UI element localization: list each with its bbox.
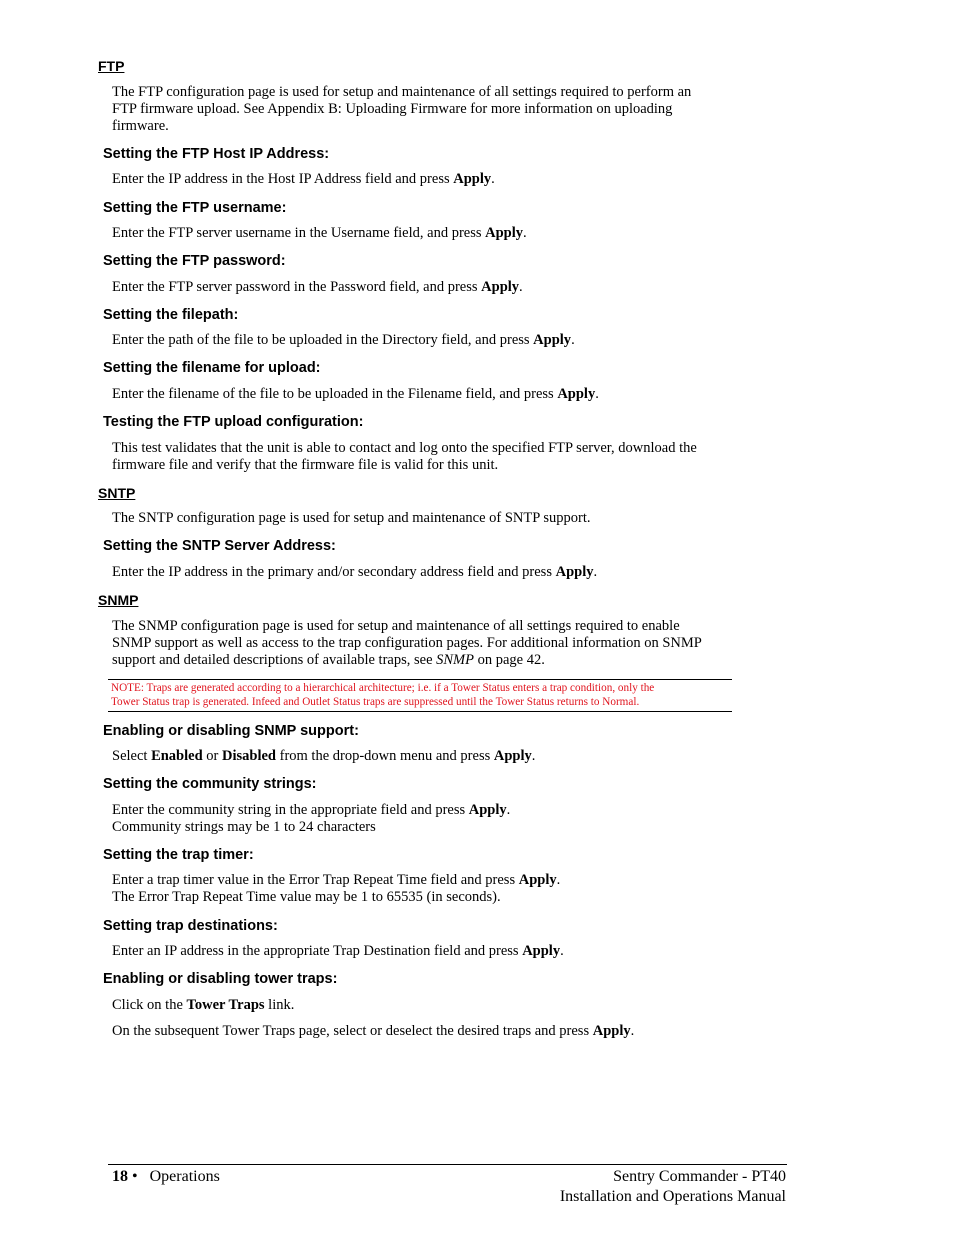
snmp-enable-title: Enabling or disabling SNMP support: <box>103 723 359 739</box>
snmp-intro: The SNMP configuration page is used for setup and maintenance of all settings required to enable SNMP support as well as access to the trap configuration pages. For additional information on SNMP support and detailed descriptions of available traps, see SNMP on page 42. <box>112 618 702 668</box>
ftp-filename-title: Setting the filename for upload: <box>103 360 321 376</box>
ftp-password-text: Enter the FTP server password in the Password field, and press Apply. <box>112 279 523 295</box>
footer-section: Operations <box>149 1168 220 1185</box>
ftp-username-text: Enter the FTP server username in the Username field, and press Apply. <box>112 225 527 241</box>
ftp-testing-text: This test validates that the unit is able to contact and log onto the specified FTP server, download the firmware file and verify that the firmware file is valid for this unit. <box>112 440 697 473</box>
page-number: 18 <box>112 1168 128 1185</box>
snmp-enable-text: Select Enabled or Disabled from the drop-down menu and press Apply. <box>112 748 536 764</box>
ftp-heading: FTP <box>98 58 125 74</box>
snmp-tower-title: Enabling or disabling tower traps: <box>103 971 338 987</box>
footer-bullet: • <box>132 1168 138 1185</box>
snmp-tower-text-1: Click on the Tower Traps link. <box>112 997 295 1013</box>
ftp-testing-title: Testing the FTP upload configuration: <box>103 414 364 430</box>
snmp-destinations-text: Enter an IP address in the appropriate Trap Destination field and press Apply. <box>112 943 564 959</box>
snmp-tower-text-2: On the subsequent Tower Traps page, select or deselect the desired traps and press Apply. <box>112 1023 635 1039</box>
ftp-host-ip-title: Setting the FTP Host IP Address: <box>103 146 330 162</box>
ftp-filepath-title: Setting the filepath: <box>103 307 239 323</box>
sntp-server-title: Setting the SNTP Server Address: <box>103 538 336 554</box>
snmp-timer-title: Setting the trap timer: <box>103 847 254 863</box>
snmp-timer-text: Enter a trap timer value in the Error Trap Repeat Time field and press Apply. The Error Trap Repeat Time value may be 1 to 65535 (in seconds). <box>112 872 561 905</box>
snmp-community-title: Setting the community strings: <box>103 776 317 792</box>
snmp-destinations-title: Setting trap destinations: <box>103 918 278 934</box>
footer-right <box>560 1167 786 1207</box>
snmp-heading: SNMP <box>98 592 139 608</box>
ftp-intro: The FTP configuration page is used for setup and maintenance of all settings required to perform an FTP firmware upload. See Appendix B: Uploading Firmware for more information on uploading firmware. <box>112 84 692 134</box>
ftp-filename-text: Enter the filename of the file to be uploaded in the Filename field, and press Apply. <box>112 386 599 402</box>
footer-product: Sentry Commander - PT40 <box>613 1168 786 1185</box>
snmp-community-text: Enter the community string in the appropriate field and press Apply. Community strings may be 1 to 24 characters <box>112 802 511 835</box>
ftp-password-title: Setting the FTP password: <box>103 253 286 269</box>
snmp-note: NOTE: Traps are generated according to a hierarchical architecture; i.e. if a Tower Status enters a trap condition, only the Tower Status trap is generated. Infeed and Outlet Status traps are suppressed until the Tower Status returns to Normal. <box>108 679 732 712</box>
sntp-server-text: Enter the IP address in the primary and/or secondary address field and press Apply. <box>112 564 598 580</box>
sntp-intro: The SNTP configuration page is used for setup and maintenance of SNTP support. <box>112 510 591 526</box>
sntp-heading: SNTP <box>98 485 136 501</box>
ftp-host-ip-text: Enter the IP address in the Host IP Address field and press Apply. <box>112 171 495 187</box>
footer-rule <box>108 1164 787 1165</box>
footer-left <box>112 1167 220 1187</box>
ftp-username-title: Setting the FTP username: <box>103 200 287 216</box>
footer-manual: Installation and Operations Manual <box>559 1188 786 1205</box>
ftp-filepath-text: Enter the path of the file to be uploaded in the Directory field, and press Apply. <box>112 332 575 348</box>
